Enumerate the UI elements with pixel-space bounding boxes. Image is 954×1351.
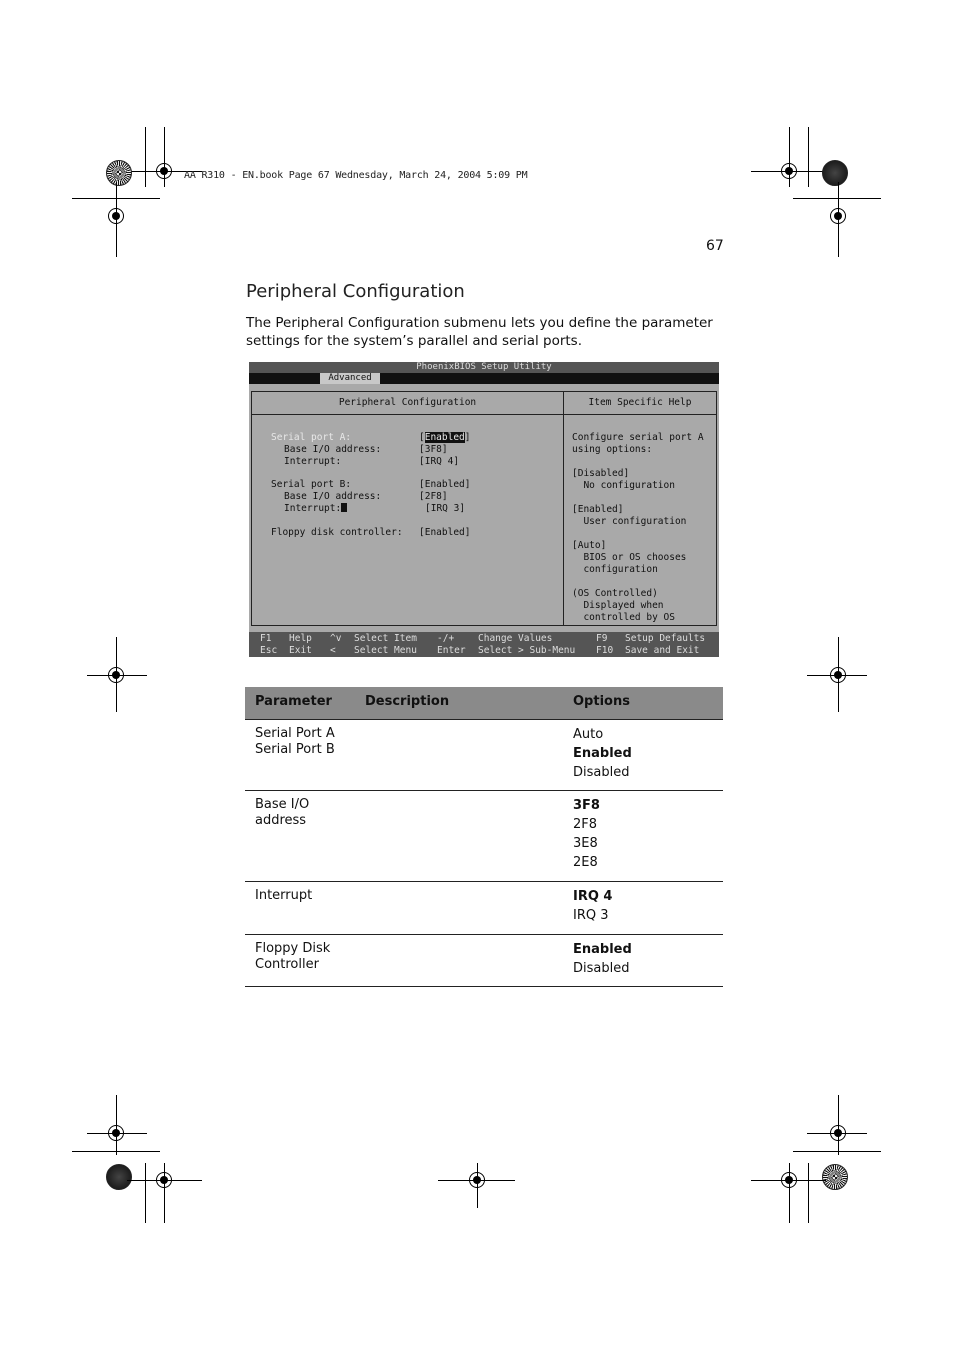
option-value: IRQ 4	[573, 889, 613, 904]
bios-floppy-label: Floppy disk controller:	[271, 527, 403, 538]
options-cell	[573, 887, 612, 925]
registration-mark-icon	[108, 667, 124, 683]
bios-footer	[249, 632, 719, 657]
option-value: Enabled	[573, 942, 632, 957]
bios-help-line	[572, 576, 704, 588]
bios-help-line: (OS Controlled)	[572, 588, 658, 599]
bios-key-esc: Esc	[260, 645, 278, 656]
bios-menu-advanced: Advanced	[320, 373, 380, 384]
intro-paragraph: The Peripheral Configuration submenu lets you define the parameter settings for the system’s parallel and serial ports.	[246, 315, 713, 349]
bios-serial-b-base-label: Base I/O address:	[284, 491, 382, 502]
color-rosette-icon	[106, 160, 132, 186]
bios-serial-b-base-value: [2F8]	[419, 491, 448, 502]
bios-key-plusminus-desc: Change Values	[478, 633, 553, 644]
registration-mark-icon	[108, 1125, 124, 1141]
table-header	[245, 687, 723, 720]
bios-serial-a-label: Serial port A:	[271, 432, 352, 443]
table-row	[245, 791, 723, 882]
registration-mark-icon	[156, 1172, 172, 1188]
option-value: 2F8	[573, 817, 598, 832]
running-header: AA R310 - EN.book Page 67 Wednesday, March 24, 2004 5:09 PM	[184, 170, 528, 181]
registration-mark-icon	[469, 1172, 485, 1188]
bios-key-leftright-desc: Select Menu	[354, 645, 417, 656]
bios-key-plusminus: -/+	[437, 633, 455, 644]
bios-help-line	[572, 492, 704, 504]
bios-help-line	[572, 528, 704, 540]
bios-menu-bar	[249, 373, 719, 384]
bios-help-title: Item Specific Help	[588, 397, 692, 408]
option-value: Disabled	[573, 765, 630, 780]
option-value: 3E8	[573, 836, 598, 851]
table-row	[245, 882, 723, 935]
registration-mark-icon	[781, 1172, 797, 1188]
section-title: Peripheral Configuration	[246, 281, 465, 302]
registration-mark-icon	[830, 1125, 846, 1141]
header-description: Description	[365, 694, 450, 709]
bios-help-line: [Disabled]	[572, 468, 630, 479]
parameter-cell: Floppy Disk Controller	[255, 941, 331, 972]
bios-key-f1-desc: Help	[289, 633, 312, 644]
options-cell	[573, 940, 632, 978]
table-row	[245, 720, 723, 791]
color-rosette-icon	[822, 160, 848, 186]
bios-key-updown-desc: Select Item	[354, 633, 417, 644]
registration-mark-icon	[830, 208, 846, 224]
option-value: 3F8	[573, 798, 600, 813]
option-value: Enabled	[573, 746, 632, 761]
parameter-cell: Base I/O address	[255, 797, 310, 828]
registration-mark-icon	[781, 163, 797, 179]
bios-key-updown: ^v	[330, 633, 342, 644]
option-value: 2E8	[573, 855, 598, 870]
text-cursor-icon	[341, 503, 347, 512]
bios-floppy-value: [Enabled]	[419, 527, 471, 538]
color-rosette-icon	[106, 1164, 132, 1190]
bios-help-line: [Enabled]	[572, 504, 624, 515]
registration-mark-icon	[108, 208, 124, 224]
option-value: Auto	[573, 727, 604, 742]
bios-key-f10-desc: Save and Exit	[625, 645, 700, 656]
bios-help-line	[572, 456, 704, 468]
bios-help-line: configuration	[572, 564, 658, 575]
color-rosette-icon	[822, 1164, 848, 1190]
bios-screenshot	[249, 362, 719, 657]
bios-serial-b-value: [Enabled]	[419, 479, 471, 490]
bios-help-line: using options:	[572, 444, 653, 455]
bios-key-leftright: <	[330, 645, 336, 656]
bios-help-line: Configure serial port A	[572, 432, 704, 443]
bios-serial-a-base-value: [3F8]	[419, 444, 448, 455]
parameter-cell: Interrupt	[255, 888, 313, 903]
bios-serial-a-irq-label: Interrupt:	[284, 456, 342, 467]
bios-help-line: No configuration	[572, 480, 675, 491]
option-value: IRQ 3	[573, 908, 609, 923]
bios-help-line: BIOS or OS chooses	[572, 552, 687, 563]
bios-help-line: controlled by OS	[572, 612, 675, 623]
header-parameter: Parameter	[255, 694, 332, 709]
bios-serial-b-irq-value: [IRQ 3]	[425, 503, 466, 514]
options-cell	[573, 725, 632, 782]
bios-serial-a-irq-value: [IRQ 4]	[419, 456, 460, 467]
bios-title: PhoenixBIOS Setup Utility	[249, 362, 719, 373]
header-options: Options	[573, 694, 630, 709]
bios-help-line: Displayed when	[572, 600, 664, 611]
bios-help-line: User configuration	[572, 516, 687, 527]
bios-key-enter: Enter	[437, 645, 466, 656]
page-number: 67	[706, 238, 724, 254]
bios-serial-b-irq-label: Interrupt:	[284, 503, 347, 515]
bios-help-text	[572, 432, 704, 624]
bios-help-line: [Auto]	[572, 540, 607, 551]
bios-key-f10: F10	[596, 645, 614, 656]
registration-mark-icon	[830, 667, 846, 683]
option-value: Disabled	[573, 961, 630, 976]
bios-serial-a-base-label: Base I/O address:	[284, 444, 382, 455]
table-row	[245, 935, 723, 987]
options-cell	[573, 796, 600, 872]
bios-key-f1: F1	[260, 633, 272, 644]
bios-serial-b-label: Serial port B:	[271, 479, 352, 490]
table-body	[245, 720, 723, 987]
bios-key-f9-desc: Setup Defaults	[625, 633, 706, 644]
bios-key-f9: F9	[596, 633, 608, 644]
bios-key-esc-desc: Exit	[289, 645, 312, 656]
parameter-cell: Serial Port A Serial Port B	[255, 726, 335, 757]
bios-serial-a-value: [Enabled]	[419, 432, 471, 443]
parameter-table	[245, 687, 723, 987]
bios-key-enter-desc: Select > Sub-Menu	[478, 645, 576, 656]
bios-panel-title: Peripheral Configuration	[338, 397, 477, 408]
